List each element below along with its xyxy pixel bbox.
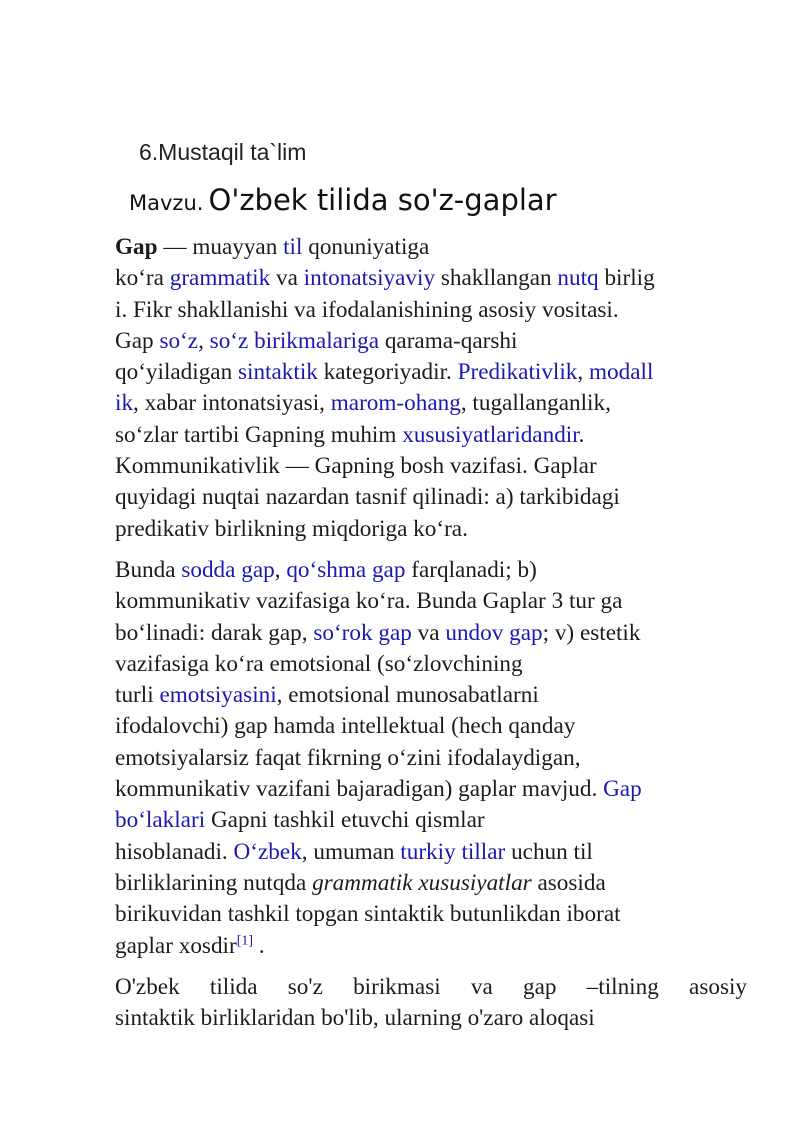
text: birliklarining nutqda <box>115 869 313 896</box>
text: Bunda <box>115 556 182 583</box>
text: shakllangan <box>435 265 558 292</box>
section-heading: 6.Mustaqil ta`lim <box>139 139 307 165</box>
paragraph-definition <box>115 232 747 545</box>
text-line: i. Fikr shakllanishi va ifodalanishining asosiy vositasi. <box>115 296 619 323</box>
text-line: predikativ birlikning miqdoriga ko‘ra. <box>115 515 468 542</box>
link-soz-birikmalariga[interactable]: so‘z birikmalariga <box>209 327 380 354</box>
text: Gap <box>115 327 160 354</box>
text: gaplar xosdir <box>115 932 237 959</box>
text: ko‘ra <box>115 265 170 292</box>
link-gap-boklaklari[interactable]: Gap <box>603 776 642 803</box>
link-predikativlik[interactable]: Predikativlik <box>457 359 578 386</box>
text: bo‘linadi: darak gap, <box>115 619 314 646</box>
text: — muayyan <box>157 234 284 260</box>
link-ozbek[interactable]: O‘zbek <box>233 838 302 865</box>
article-body <box>115 232 747 1034</box>
topic-line <box>129 183 557 217</box>
link-emotsiyasini[interactable]: emotsiyasini <box>159 682 277 709</box>
link-sodda-gap[interactable]: sodda gap <box>181 556 275 583</box>
text: . <box>253 932 265 959</box>
text-line: birikuvidan tashkil topgan sintaktik butunlikdan iborat <box>115 901 621 928</box>
text: va <box>411 619 446 646</box>
text: qarama-qarshi <box>379 327 518 354</box>
link-intonatsiyaviy[interactable]: intonatsiyaviy <box>303 265 436 292</box>
link-soz[interactable]: so‘z <box>159 327 199 354</box>
text: kategoriyadir. <box>317 359 458 386</box>
term-gap: Gap <box>115 234 158 260</box>
link-modallik-cont[interactable]: ik <box>115 390 134 417</box>
link-sorok-gap[interactable]: so‘rok gap <box>313 619 412 646</box>
text-line: O'zbek tilida so'z birikmasi va gap –tilning asosiy <box>115 973 747 1000</box>
text: hisoblanadi. <box>115 838 234 865</box>
link-til[interactable]: til <box>283 234 303 260</box>
link-modallik[interactable]: modall <box>589 359 654 386</box>
text-line: sintaktik birliklaridan bo'lib, ularning o'zaro aloqasi <box>115 1005 595 1032</box>
paragraph-relation <box>115 972 747 1035</box>
text: uchun til <box>505 838 593 865</box>
text: so‘zlar tartibi Gapning muhim <box>115 421 403 448</box>
topic-title: O'zbek tilida so'z-gaplar <box>208 183 557 217</box>
text: , emotsional munosabatlarni <box>276 682 539 709</box>
link-undov-gap[interactable]: undov gap <box>445 619 543 646</box>
text: turli <box>115 682 160 709</box>
link-qoshma-gap[interactable]: qo‘shma gap <box>286 556 406 583</box>
topic-label: Mavzu. <box>129 191 204 215</box>
text-line: quyidagi nuqtai nazardan tasnif qilinadi: a) tarkibidagi <box>115 484 620 511</box>
text: qonuniyatiga <box>302 234 430 260</box>
text: ; v) estetik <box>542 619 641 646</box>
text-line: emotsiyalarsiz faqat fikrning o‘zini ifodalaydigan, <box>115 744 581 771</box>
text: , xabar intonatsiyasi, <box>133 390 331 417</box>
text: , <box>198 327 210 354</box>
text: farqlanadi; b) <box>405 556 537 583</box>
link-gap-boklaklari-cont[interactable]: bo‘laklari <box>115 807 206 834</box>
text-line: vazifasiga ko‘ra emotsional (so‘zlovchining <box>115 650 523 677</box>
text-line: ifodalovchi) gap hamda intellektual (hech qanday <box>115 713 576 740</box>
link-nutq[interactable]: nutq <box>557 265 599 292</box>
text: Gapni tashkil etuvchi qismlar <box>205 807 485 834</box>
text: va <box>270 265 304 292</box>
text: qo‘yiladigan <box>115 359 238 386</box>
italic-grammatik-xususiyatlar: grammatik xususiyatlar <box>312 869 532 896</box>
paragraph-classification <box>115 555 747 962</box>
link-turkiy-tillar[interactable]: turkiy tillar <box>400 838 506 865</box>
link-xususiyatlari[interactable]: xususiyatlaridandir <box>402 421 579 448</box>
text: , tugallanganlik, <box>460 390 611 417</box>
link-sintaktik[interactable]: sintaktik <box>238 359 318 386</box>
text: asosida <box>531 869 606 896</box>
footnote-link[interactable]: [1] <box>236 932 254 948</box>
link-grammatik[interactable]: grammatik <box>169 265 271 292</box>
text-line: kommunikativ vazifasiga ko‘ra. Bunda Gaplar 3 tur ga <box>115 588 623 615</box>
link-marom-ohang[interactable]: marom-ohang <box>330 390 461 417</box>
text: . <box>578 421 585 448</box>
text-line: Kommunikativlik — Gapning bosh vazifasi. Gaplar <box>115 453 597 480</box>
text: , <box>577 359 589 386</box>
text: kommunikativ vazifani bajaradigan) gaplar mavjud. <box>115 776 604 803</box>
text: , <box>274 556 287 583</box>
text: birlig <box>598 265 655 292</box>
text: , umuman <box>301 838 401 865</box>
